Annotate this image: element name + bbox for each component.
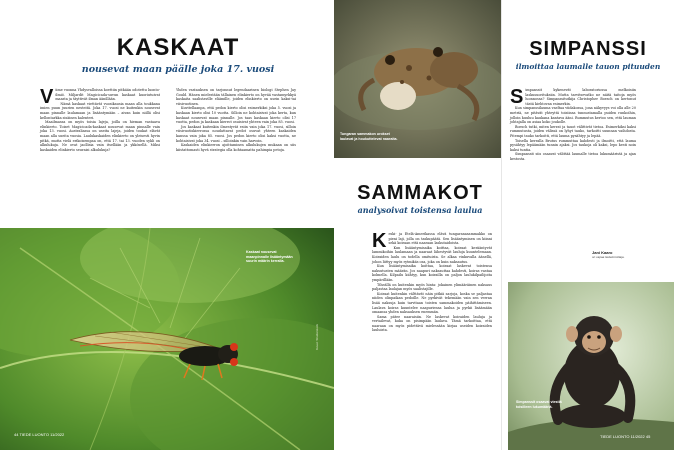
chimpanzee-photo (508, 282, 674, 450)
kaskaat-subtitle: nousevat maan päälle joka 17. vuosi (81, 64, 275, 75)
paragraph: Jos kaskaat kuitenkin ilmestyvät esiin vain joka 17. vuosi, silloin viisivuotiskierrossa noudattavat pedot osuvat yhteen kaskaiden kanssa vain joka 85. vuosi. Jos pedon kierto olisi kaksi vuotta, ne kohtaisivat joka 34. vuosi – silloinkin vain harvoin. (176, 124, 296, 143)
paragraph: Sama pätee naaraisiin. Ne laskevat koiraiden lauluja ja vertailevat, kuka on pisimpään laulava. Tämä tarkoittaa, että naaraan on myös pidettävä mielessään kirjaa useiden koiraiden lauluista. (372, 314, 492, 333)
kaskaat-column-2 (176, 88, 296, 152)
simpanssi-subtitle: ilmoittaa laumalle tauon pituuden (515, 62, 661, 71)
paragraph: impanssit kykenevät laboratoriossa melkoisiin laskusuorituksiin. Mutta tarvitsevatko ne näitä taitoja myös luonnossa? Simpanssitutkija Christopher Boesch on kertonut tästä kiehtovan esimerkin. (525, 88, 636, 106)
author-role: on vapaa tiedetoimittaja. (592, 255, 625, 259)
sammakot-subtitle: analysoivat toistensa laulua (357, 205, 483, 215)
paragraph: Boesch tutki, miten kerrat ja tauot välittivät tietoa. Esimerkiksi kaksi rummutusta, joiden välissä on lyhyt tauko, tarkoitti suunnan vaihdosta. Pitempi tauko tarkoitti, että lauma pysähtyy ja lepää. (510, 124, 636, 138)
paragraph: Kun lisääntymisaika koittaa, koiraat laskevat toistensa naksutusten määrän. Jos naapuri naksauttaa kahdesti, koiras vastaa kolmella. Kilpailu kiihtyy, kun koirailla on paljon laulukilpailijoita ympärillään. (372, 264, 492, 282)
simpanssi-dropcap: S (510, 86, 524, 108)
kaskaat-dropcap: V (40, 86, 54, 108)
chimpanzee-illustration (508, 282, 674, 450)
photo-credit: Kuvat: Shutterstock (315, 323, 319, 350)
paragraph: Kaskaiden elinkierron ajoittaminen alkulukujen mukaan on siis kiistattomasti hyvä strategia olla kohtaamatta pahimpia petoja. (176, 143, 296, 152)
paragraph: Kuvitellaanpa, että pedon kierto olisi esimerkiksi joka 5. vuosi ja kaskaan kierto olisi 10 vuotta. Silloin ne kohtaisivat joka kerta, kun kaskaat nousevat maan pinnalle. Jos taas kaskaan kierto olisi 17 vuotta, pedon ja kaskaan kierrot osuisivat yhteen vain joka 85. vuosi. (176, 106, 296, 125)
left-folio: 44 TIEDE LUONTO 11/2022 (14, 432, 65, 437)
author-name: Jani Kaaro (592, 250, 613, 255)
paragraph: iime vuonna Yhdysvalloissa koettiin pitkään odotettu luontoilmiö. Miljardit Magicicada-suvun kaskaat kuoriutuivat maasta ja täyttivät ilman äänillään. (55, 88, 160, 102)
sammakot-dropcap: K (372, 230, 387, 252)
column-divider (501, 0, 502, 450)
simpanssi-title: SIMPANSSI (529, 38, 647, 60)
paragraph: Kun simpanssilauma vaeltaa viidakossa, jona näkyvyys voi olla alle 20 metriä, ne pitävät yhteyttä toisiinsa tunnustamalla puiden runkoihin, jolloin kuuluu kaukana kantava ääni. Rummutus kertoo sen, että lauman johtajalla on asiaa koko joukolle. (510, 106, 636, 125)
cicada-photo-caption: Kaskaat nousevat maanpinnalle lisääntymään suurin määrin kerralla. (246, 250, 293, 264)
paragraph: Tiheällä on kuitenkin myös hinta: jokainen ylimääräinen naksaus paljastaa laulajan myös saalistajille. (372, 282, 492, 292)
paragraph: Maailmassa on myös toisia lajeja, joilla on hieman vastaava elinkierto. Toiset Magicicada-kaskaat nousevat maan pinnalle vain joka 13. vuosi. Australiassa on useita lajeja, joiden toukat elävät maan alla useita vuosia. Laulukaskaiden elinkierto on yleisesti hyvin pitkä, mutta vielä erikoisempaa on, että 17. tai 13. vuoden sykli on alkulukuja. Ne ovat jaollisia vain itsellään ja ykkösellä. Miksi kaskaiden elinkierto seuraisi alkulukuja? (40, 120, 160, 152)
frog-photo-caption: Tungaran sammakon urokset laulavat ja houkuttelevat naaraita. (340, 132, 398, 141)
paragraph: Nämä kaskaat viettävät vuosikausia maan alla toukkana imien puun juurien nesteitä. Joka 17. vuosi ne kuitenkin nousevat maan pinnalle laulamaan ja lisääntymään – aivan kuin niillä olisi kellontarkka sisäinen kalenteri. (40, 101, 160, 120)
kaskaat-title: KASKAAT (116, 34, 240, 61)
sammakot-column (372, 232, 492, 333)
sammakot-title: SAMMAKOT (357, 182, 483, 204)
kaskaat-column-1 (40, 88, 160, 152)
author-byline (592, 250, 652, 259)
paragraph: Yhden vastauksen on tarjonnut legendaarinen biologi Stephen Jay Gould. Hänen mielestään tällainen elinkierto on hyvää vastamyrkkyä kaskaita saalistaville eläimille, joiden elinkierto on usein kaksi-tai viisivuotinen. (176, 88, 296, 106)
chimpanzee-photo-caption: Simpanssit osaavat viestiä toisilleen lukumääriä. (516, 400, 562, 409)
paragraph: Simpanssit siis osaavat välittää laumalle tietoa lukumääristä ja ajan kestosta. (510, 152, 636, 161)
paragraph: Toisella kerralla Brutus rummuttaa kahdesti ja ilmoitti, että lauma pysähtyy lepäämään tunnin ajaksi. Jos taukoja oli kaksi, lepo kesti noin kaksi tuntia. (510, 138, 636, 152)
paragraph: Koiraat kuitenkin välttävät näin pitkiä sarjoja, koska se paljastaa niiden olinpaikan pedoille. Ne pyrkivät tekemään vain sen verran lisää naksuja kuin tarvitaan toisten sammakoiden päihittämiseen. Laulava koiras kuuntelee naapuriensa laulua ja pyrkii lisäämään omaansa yhden naksauksen enemmän. (372, 291, 492, 315)
paragraph: eski- ja Etelä-Amerikassa elävä tungaranasammakko on pieni laji, jolla on taskupäätä. Sen lisääntyminen on kiinni sekä koiraan että naaraan laskutaidoista. (388, 232, 492, 246)
right-folio: TIEDE LUONTO 11/2022 45 (600, 434, 651, 439)
simpanssi-column (510, 88, 636, 162)
paragraph: Kun lisääntymisaika koittaa, koiraat kerääntyvät lammikoihin laulamaan ja naaraat lähestyvät lauluja kuuntelemaan. Koiraiden laulu on todella omituista. Se alkaa vinkuvalla äänellä, johon liittyy myös rytmikäs osa, joka on kuin naksautus. (372, 245, 492, 264)
